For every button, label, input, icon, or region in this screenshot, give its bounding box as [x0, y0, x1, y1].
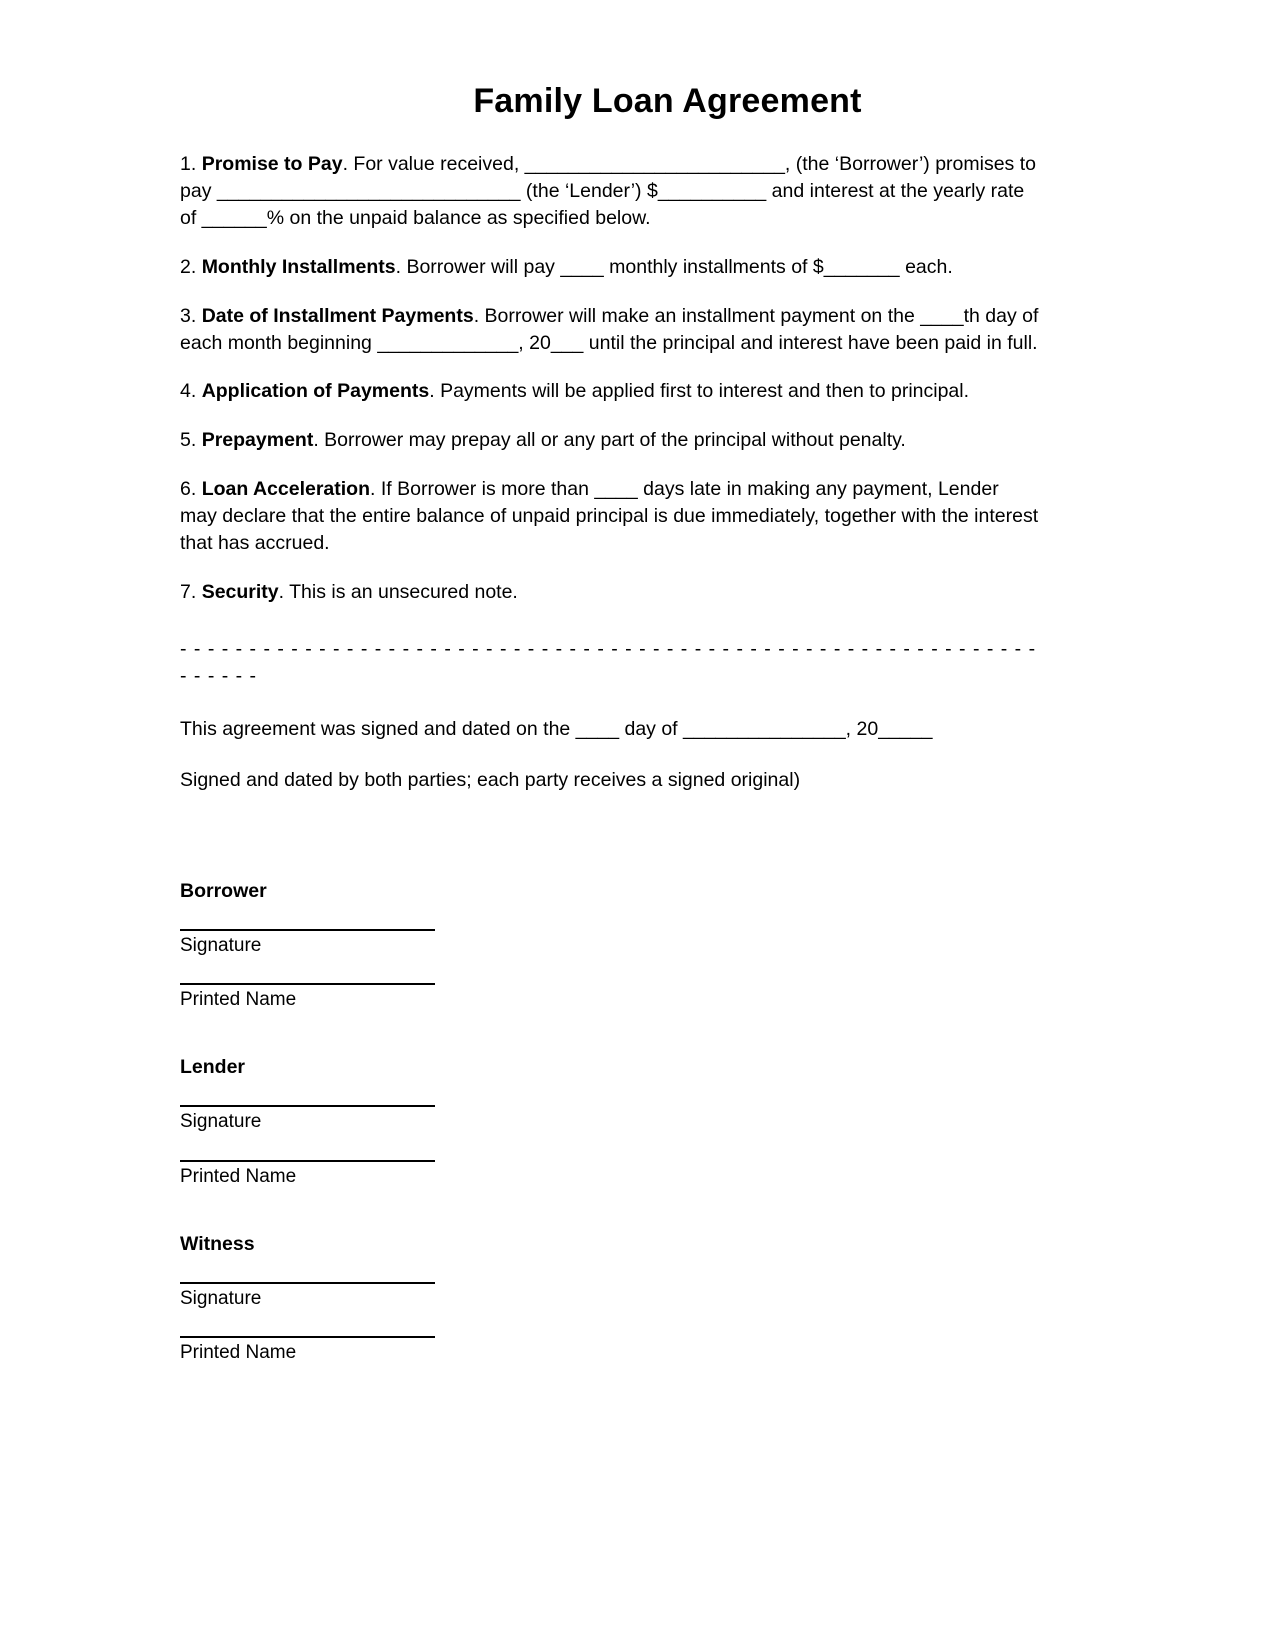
clause-heading: Promise to Pay: [201, 153, 343, 175]
signature-rule[interactable]: [180, 929, 435, 931]
clause-text: . Borrower may prepay all or any part of the principal without penalty.: [313, 429, 906, 452]
clause-heading: Monthly Installments: [201, 255, 396, 278]
field-label: Printed Name: [180, 1342, 297, 1364]
borrower-printed-name-field[interactable]: [180, 983, 1155, 1012]
printed-name-rule[interactable]: [180, 1160, 435, 1162]
clause-text: . For value received, ________________________, (the ‘Borrower’) promises to pay ____________________________ (the ‘Lender’) $__________ and interest at the yearly rate of ______% on the unpaid balance as specified below.: [180, 153, 1036, 229]
dashed-separator: - - - - - - - - - - - - - - - - - - - - - - - - - - - - - - - - - - - - - - - - - - - - - - - - - - - - - - - - - - - - - - - - - - - -: [180, 637, 1036, 687]
clause-date-of-installment-payments: [180, 303, 1040, 357]
clause-number: 2.: [180, 255, 197, 278]
party-heading-borrower: Borrower: [180, 879, 267, 902]
lender-signature-field[interactable]: [180, 1105, 1155, 1134]
clause-text: . If Borrower is more than ____ days late in making any payment, Lender may declare that the entire balance of unpaid principal is due immediately, together with the interest that has accrued.: [180, 478, 1039, 555]
clause-loan-acceleration: [180, 476, 1040, 557]
clause-number: 5.: [180, 429, 197, 452]
printed-name-rule[interactable]: [180, 1336, 435, 1338]
clause-heading: Date of Installment Payments: [201, 304, 474, 327]
spacer: [180, 818, 1155, 836]
field-label: Signature: [180, 1287, 262, 1309]
signature-rule[interactable]: [180, 1282, 435, 1284]
clause-application-of-payments: [180, 378, 1040, 405]
field-label: Printed Name: [180, 1165, 297, 1187]
clause-security: [180, 579, 1040, 606]
clause-text: . Borrower will make an installment payment on the ____th day of each month beginning _____________, 20___ until the principal and interest have been paid in full.: [180, 304, 1039, 354]
clause-number: 3.: [180, 304, 197, 327]
lender-printed-name-field[interactable]: [180, 1160, 1155, 1189]
clause-heading: Prepayment: [201, 429, 314, 452]
signature-rule[interactable]: [180, 1105, 435, 1107]
witness-printed-name-field[interactable]: [180, 1336, 1155, 1365]
field-label: Signature: [180, 1111, 262, 1132]
clause-heading: Loan Acceleration: [201, 478, 371, 501]
clause-heading: Application of Payments: [201, 380, 430, 403]
party-block-borrower: [180, 818, 1155, 1013]
clause-promise-to-pay: [180, 151, 1040, 232]
borrower-signature-field[interactable]: [180, 929, 1155, 958]
signing-date-line: This agreement was signed and dated on the ____ day of _______________, 20_____: [180, 717, 933, 740]
clause-text: . This is an unsecured note.: [278, 580, 518, 603]
clause-text: . Payments will be applied first to interest and then to principal.: [429, 380, 970, 403]
party-block-lender: [180, 1056, 1155, 1189]
witness-signature-field[interactable]: [180, 1282, 1155, 1311]
party-heading-lender: Lender: [180, 1056, 246, 1078]
printed-name-rule[interactable]: [180, 983, 435, 985]
party-block-witness: [180, 1233, 1155, 1366]
clause-number: 1.: [180, 153, 197, 175]
field-label: Printed Name: [180, 989, 297, 1011]
clause-number: 6.: [180, 478, 197, 501]
page-title: Family Loan Agreement: [473, 82, 862, 120]
party-heading-witness: Witness: [180, 1232, 255, 1255]
clause-number: 7.: [180, 580, 197, 603]
clause-prepayment: [180, 427, 1040, 454]
clause-text: . Borrower will pay ____ monthly installments of $_______ each.: [395, 255, 953, 278]
clause-heading: Security: [201, 580, 279, 603]
field-label: Signature: [180, 934, 262, 956]
signing-note: Signed and dated by both parties; each party receives a signed original): [180, 768, 801, 791]
clause-monthly-installments: [180, 254, 1040, 281]
clause-number: 4.: [180, 380, 197, 403]
